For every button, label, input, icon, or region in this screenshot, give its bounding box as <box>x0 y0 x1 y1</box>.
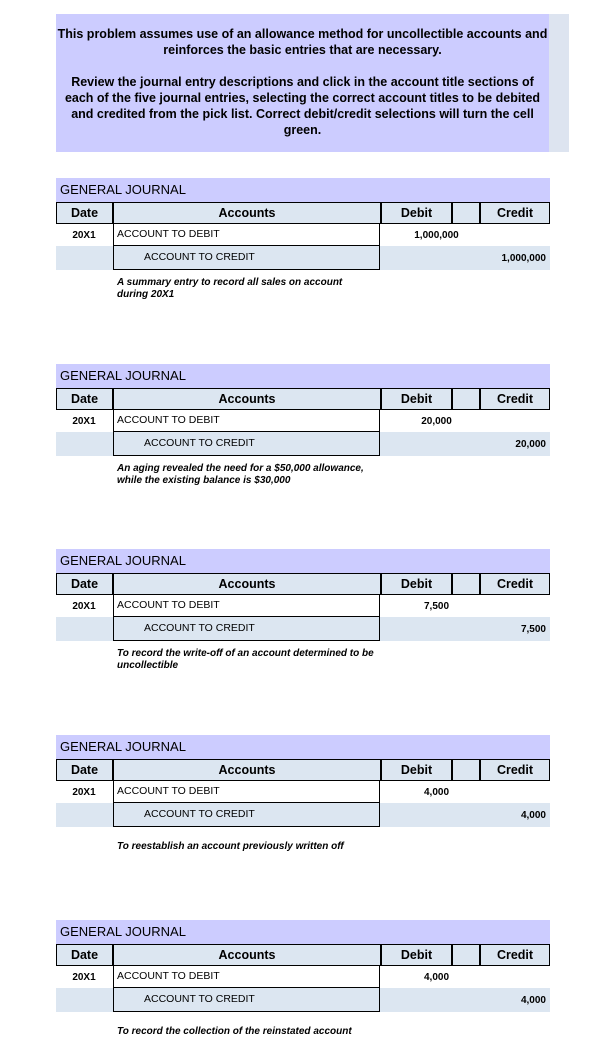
entry-description: To record the collection of the reinstated account <box>117 1026 352 1037</box>
debit-amount: 1,000,000 <box>414 230 459 241</box>
debit-row <box>56 966 550 988</box>
journal-header-row <box>56 388 550 410</box>
debit-amount: 4,000 <box>423 787 450 798</box>
date-header: Date <box>56 388 113 410</box>
journal-title: GENERAL JOURNAL <box>56 549 550 573</box>
debit-account-select[interactable]: ACCOUNT TO DEBIT <box>113 410 380 432</box>
general-journal-5 <box>56 920 550 1052</box>
entry-description: To record the write-off of an account determined to be uncollectible <box>117 648 374 671</box>
general-journal-1 <box>56 178 550 310</box>
journal-title: GENERAL JOURNAL <box>56 178 550 202</box>
instructions-panel-edge <box>549 14 569 152</box>
instructions-panel <box>56 14 549 152</box>
debit-row <box>56 224 550 246</box>
accounts-header: Accounts <box>113 202 381 224</box>
credit-amount: 20,000 <box>515 439 546 450</box>
general-journal-3 <box>56 549 550 681</box>
debit-account-select[interactable]: ACCOUNT TO DEBIT <box>113 595 380 617</box>
credit-amount: 7,500 <box>520 624 546 635</box>
debit-amount: 20,000 <box>421 416 452 427</box>
debit-row <box>56 595 550 617</box>
date-header: Date <box>56 573 113 595</box>
general-journal-4 <box>56 735 550 867</box>
accounts-header: Accounts <box>113 944 381 966</box>
debit-amount: 4,000 <box>423 972 450 983</box>
debit-header: Debit <box>381 573 452 595</box>
accounts-header: Accounts <box>113 759 381 781</box>
instructions-paragraph-2: Review the journal entry descriptions and click in the account title sections of each of the five journal entries, selecting the correct account titles to be debited and credited from the pick list. Correct debit/credit selections will turn the cell green. <box>64 75 541 137</box>
debit-header: Debit <box>381 759 452 781</box>
debit-row <box>56 781 550 803</box>
header-spacer <box>452 759 480 781</box>
debit-row <box>56 410 550 432</box>
header-spacer <box>452 202 480 224</box>
entry-date: 20X1 <box>72 416 96 427</box>
debit-header: Debit <box>381 202 452 224</box>
journal-header-row <box>56 944 550 966</box>
credit-account-select[interactable]: ACCOUNT TO CREDIT <box>113 617 380 641</box>
entry-date: 20X1 <box>72 230 96 241</box>
journal-title: GENERAL JOURNAL <box>56 920 550 944</box>
journal-title: GENERAL JOURNAL <box>56 735 550 759</box>
debit-header: Debit <box>381 944 452 966</box>
journal-title: GENERAL JOURNAL <box>56 364 550 388</box>
header-spacer <box>452 388 480 410</box>
credit-header: Credit <box>480 202 550 224</box>
credit-amount: 4,000 <box>520 995 546 1006</box>
entry-description: To reestablish an account previously written off <box>117 841 344 852</box>
debit-amount: 7,500 <box>423 601 450 612</box>
journal-header-row <box>56 202 550 224</box>
credit-account-select[interactable]: ACCOUNT TO CREDIT <box>113 432 380 456</box>
debit-header: Debit <box>381 388 452 410</box>
header-spacer <box>452 573 480 595</box>
entry-description: An aging revealed the need for a $50,000 allowance, while the existing balance is $30,000 <box>117 463 364 486</box>
entry-date: 20X1 <box>72 787 96 798</box>
credit-account-select[interactable]: ACCOUNT TO CREDIT <box>113 246 380 270</box>
credit-header: Credit <box>480 944 550 966</box>
credit-amount: 4,000 <box>520 810 546 821</box>
credit-account-select[interactable]: ACCOUNT TO CREDIT <box>113 803 380 827</box>
entry-date: 20X1 <box>72 601 96 612</box>
instructions-paragraph-1: This problem assumes use of an allowance method for uncollectible accounts and reinforces the basic entries that are necessary. <box>57 27 548 57</box>
debit-account-select[interactable]: ACCOUNT TO DEBIT <box>113 966 380 988</box>
credit-row <box>56 803 550 827</box>
credit-row <box>56 432 550 456</box>
credit-amount: 1,000,000 <box>501 253 546 264</box>
date-header: Date <box>56 202 113 224</box>
date-header: Date <box>56 759 113 781</box>
credit-header: Credit <box>480 759 550 781</box>
credit-row <box>56 246 550 270</box>
credit-header: Credit <box>480 573 550 595</box>
debit-account-select[interactable]: ACCOUNT TO DEBIT <box>113 224 380 246</box>
header-spacer <box>452 944 480 966</box>
debit-account-select[interactable]: ACCOUNT TO DEBIT <box>113 781 380 803</box>
journal-header-row <box>56 573 550 595</box>
accounts-header: Accounts <box>113 388 381 410</box>
date-header: Date <box>56 944 113 966</box>
entry-date: 20X1 <box>72 972 96 983</box>
general-journal-2 <box>56 364 550 496</box>
credit-row <box>56 617 550 641</box>
entry-description: A summary entry to record all sales on account during 20X1 <box>117 277 343 300</box>
accounts-header: Accounts <box>113 573 381 595</box>
credit-row <box>56 988 550 1012</box>
credit-account-select[interactable]: ACCOUNT TO CREDIT <box>113 988 380 1012</box>
credit-header: Credit <box>480 388 550 410</box>
journal-header-row <box>56 759 550 781</box>
